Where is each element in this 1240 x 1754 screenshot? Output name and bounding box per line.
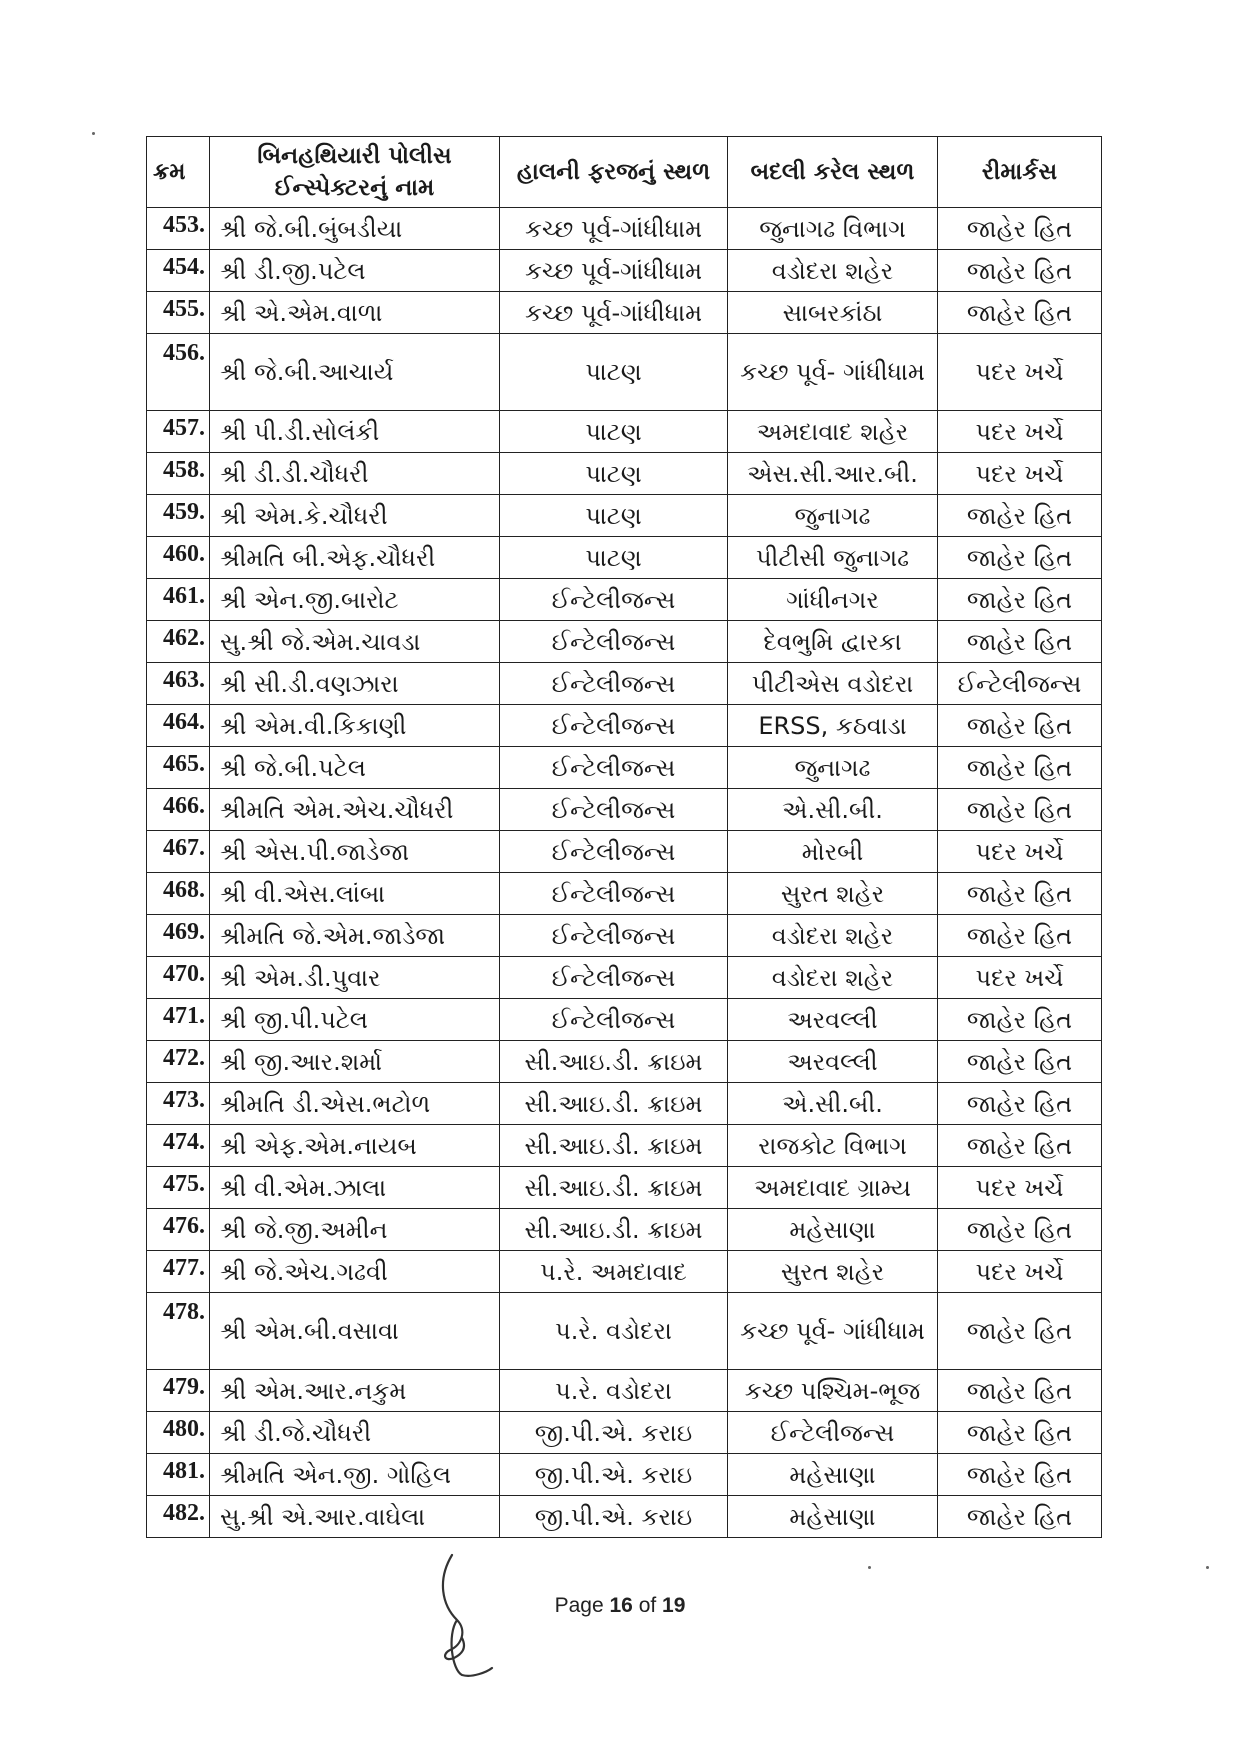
cell-inspector-name: શ્રી જે.જી.અમીન: [210, 1209, 500, 1251]
cell-transfer-posting: એસ.સી.આર.બી.: [728, 453, 938, 495]
table-row: [147, 999, 1102, 1041]
table-row: [147, 873, 1102, 915]
cell-inspector-name: શ્રી એમ.બી.વસાવા: [210, 1293, 500, 1370]
cell-transfer-posting: વડોદરા શહેર: [728, 250, 938, 292]
cell-transfer-posting: પીટીએસ વડોદરા: [728, 663, 938, 705]
table-row: [147, 1412, 1102, 1454]
table-row: [147, 831, 1102, 873]
cell-serial: 480.: [147, 1412, 210, 1454]
cell-current-posting: સી.આઇ.ડી. ક્રાઇમ: [500, 1167, 728, 1209]
cell-transfer-posting: અમદાવાદ શહેર: [728, 411, 938, 453]
cell-inspector-name: શ્રી ડી.જે.ચૌધરી: [210, 1412, 500, 1454]
cell-transfer-posting: જુનાગઢ: [728, 495, 938, 537]
cell-transfer-posting: મહેસાણા: [728, 1496, 938, 1538]
cell-transfer-posting: રાજકોટ વિભાગ: [728, 1125, 938, 1167]
cell-inspector-name: શ્રીમતિ એન.જી. ગોહિલ: [210, 1454, 500, 1496]
cell-inspector-name: શ્રી જી.આર.શર્મા: [210, 1041, 500, 1083]
cell-transfer-posting: સુરત શહેર: [728, 1251, 938, 1293]
cell-transfer-posting: દેવભુમિ દ્વારકા: [728, 621, 938, 663]
cell-transfer-posting: અરવલ્લી: [728, 999, 938, 1041]
cell-serial: 453.: [147, 208, 210, 250]
cell-transfer-posting: અમદાવાદ ગ્રામ્ય: [728, 1167, 938, 1209]
cell-serial: 481.: [147, 1454, 210, 1496]
cell-current-posting: ઈન્ટેલીજન્સ: [500, 579, 728, 621]
cell-inspector-name: શ્રી એ.એમ.વાળા: [210, 292, 500, 334]
page-number: 16: [609, 1594, 633, 1617]
cell-remarks: જાહેર હિત: [938, 1041, 1102, 1083]
cell-transfer-posting: સાબરકાંઠા: [728, 292, 938, 334]
cell-inspector-name: શ્રી એમ.કે.ચૌધરી: [210, 495, 500, 537]
cell-serial: 471.: [147, 999, 210, 1041]
cell-transfer-posting: ઈન્ટેલીજન્સ: [728, 1412, 938, 1454]
header-inspector-name: બિનહથિયારી પોલીસ ઈન્સ્પેક્ટરનું નામ: [210, 137, 500, 208]
table-row: [147, 915, 1102, 957]
cell-serial: 463.: [147, 663, 210, 705]
cell-serial: 458.: [147, 453, 210, 495]
page-label: Page: [554, 1594, 604, 1617]
cell-serial: 470.: [147, 957, 210, 999]
cell-remarks: પદર ખર્ચે: [938, 453, 1102, 495]
cell-transfer-posting: જુનાગઢ: [728, 747, 938, 789]
table-row: [147, 1370, 1102, 1412]
header-transfer-posting: બદલી કરેલ સ્થળ: [728, 137, 938, 208]
cell-transfer-posting: પીટીસી જુનાગઢ: [728, 537, 938, 579]
cell-serial: 455.: [147, 292, 210, 334]
cell-current-posting: ઈન્ટેલીજન્સ: [500, 705, 728, 747]
cell-inspector-name: શ્રી એન.જી.બારોટ: [210, 579, 500, 621]
cell-remarks: જાહેર હિત: [938, 1496, 1102, 1538]
cell-current-posting: ઈન્ટેલીજન્સ: [500, 621, 728, 663]
cell-serial: 473.: [147, 1083, 210, 1125]
cell-transfer-posting: કચ્છ પશ્ચિમ-ભૂજ: [728, 1370, 938, 1412]
cell-remarks: જાહેર હિત: [938, 999, 1102, 1041]
table-row: [147, 621, 1102, 663]
table-row: [147, 1496, 1102, 1538]
table-row: [147, 537, 1102, 579]
cell-inspector-name: શ્રી ડી.જી.પટેલ: [210, 250, 500, 292]
cell-transfer-posting: વડોદરા શહેર: [728, 957, 938, 999]
table-row: [147, 1083, 1102, 1125]
cell-remarks: જાહેર હિત: [938, 579, 1102, 621]
cell-serial: 482.: [147, 1496, 210, 1538]
cell-current-posting: કચ્છ પૂર્વ-ગાંધીધામ: [500, 250, 728, 292]
cell-remarks: જાહેર હિત: [938, 1454, 1102, 1496]
cell-remarks: જાહેર હિત: [938, 1083, 1102, 1125]
cell-inspector-name: શ્રી જે.બી.પટેલ: [210, 747, 500, 789]
cell-remarks: જાહેર હિત: [938, 250, 1102, 292]
table-row: [147, 495, 1102, 537]
cell-serial: 454.: [147, 250, 210, 292]
cell-current-posting: ઈન્ટેલીજન્સ: [500, 789, 728, 831]
cell-current-posting: સી.આઇ.ડી. ક્રાઇમ: [500, 1041, 728, 1083]
cell-serial: 475.: [147, 1167, 210, 1209]
cell-serial: 466.: [147, 789, 210, 831]
cell-inspector-name: શ્રી એમ.વી.કિકાણી: [210, 705, 500, 747]
cell-inspector-name: શ્રી જે.એચ.ગઢવી: [210, 1251, 500, 1293]
cell-serial: 476.: [147, 1209, 210, 1251]
cell-remarks: પદર ખર્ચે: [938, 334, 1102, 411]
cell-remarks: જાહેર હિત: [938, 873, 1102, 915]
cell-remarks: જાહેર હિત: [938, 1370, 1102, 1412]
header-serial: ક્રમ: [147, 137, 210, 208]
cell-serial: 462.: [147, 621, 210, 663]
cell-current-posting: ઈન્ટેલીજન્સ: [500, 747, 728, 789]
cell-current-posting: જી.પી.એ. કરાઇ: [500, 1412, 728, 1454]
table-row: [147, 411, 1102, 453]
table-row: [147, 1251, 1102, 1293]
cell-current-posting: જી.પી.એ. કરાઇ: [500, 1454, 728, 1496]
cell-transfer-posting: ગાંધીનગર: [728, 579, 938, 621]
cell-inspector-name: શ્રી વી.એમ.ઝાલા: [210, 1167, 500, 1209]
of-label: of: [638, 1594, 657, 1617]
cell-current-posting: પાટણ: [500, 334, 728, 411]
table-row: [147, 1167, 1102, 1209]
cell-remarks: જાહેર હિત: [938, 1412, 1102, 1454]
total-pages: 19: [662, 1594, 686, 1617]
cell-inspector-name: સુ.શ્રી એ.આર.વાઘેલા: [210, 1496, 500, 1538]
scan-speck: [868, 1566, 871, 1569]
table-row: [147, 957, 1102, 999]
cell-current-posting: પાટણ: [500, 495, 728, 537]
cell-serial: 469.: [147, 915, 210, 957]
cell-inspector-name: શ્રીમતિ ડી.એસ.ભટોળ: [210, 1083, 500, 1125]
table-row: [147, 705, 1102, 747]
cell-transfer-posting: મહેસાણા: [728, 1454, 938, 1496]
cell-inspector-name: શ્રી એમ.ડી.પુવાર: [210, 957, 500, 999]
table-row: [147, 789, 1102, 831]
cell-transfer-posting: કચ્છ પૂર્વ- ગાંધીધામ: [728, 334, 938, 411]
cell-inspector-name: શ્રી સી.ડી.વણઝારા: [210, 663, 500, 705]
cell-remarks: પદર ખર્ચે: [938, 1167, 1102, 1209]
cell-remarks: જાહેર હિત: [938, 537, 1102, 579]
cell-inspector-name: શ્રીમતિ જે.એમ.જાડેજા: [210, 915, 500, 957]
cell-remarks: પદર ખર્ચે: [938, 957, 1102, 999]
cell-current-posting: ઈન્ટેલીજન્સ: [500, 663, 728, 705]
cell-serial: 464.: [147, 705, 210, 747]
cell-current-posting: પ.રે. વડોદરા: [500, 1370, 728, 1412]
cell-serial: 472.: [147, 1041, 210, 1083]
cell-serial: 456.: [147, 334, 210, 411]
table-row: [147, 1209, 1102, 1251]
cell-remarks: પદર ખર્ચે: [938, 411, 1102, 453]
cell-remarks: જાહેર હિત: [938, 1125, 1102, 1167]
header-remarks: રીમાર્કસ: [938, 137, 1102, 208]
table-row: [147, 1293, 1102, 1370]
table-header-row: [147, 137, 1102, 208]
table-row: [147, 1041, 1102, 1083]
table-row: [147, 208, 1102, 250]
cell-current-posting: પાટણ: [500, 411, 728, 453]
cell-serial: 479.: [147, 1370, 210, 1412]
cell-inspector-name: શ્રી જે.બી.આચાર્ય: [210, 334, 500, 411]
cell-inspector-name: શ્રી એસ.પી.જાડેજા: [210, 831, 500, 873]
cell-remarks: પદર ખર્ચે: [938, 1251, 1102, 1293]
cell-current-posting: સી.આઇ.ડી. ક્રાઇમ: [500, 1209, 728, 1251]
cell-current-posting: જી.પી.એ. કરાઇ: [500, 1496, 728, 1538]
cell-transfer-posting: મહેસાણા: [728, 1209, 938, 1251]
cell-transfer-posting: અરવલ્લી: [728, 1041, 938, 1083]
cell-remarks: જાહેર હિત: [938, 621, 1102, 663]
cell-current-posting: પ.રે. વડોદરા: [500, 1293, 728, 1370]
table-row: [147, 579, 1102, 621]
cell-transfer-posting: કચ્છ પૂર્વ- ગાંધીધામ: [728, 1293, 938, 1370]
cell-transfer-posting: સુરત શહેર: [728, 873, 938, 915]
cell-inspector-name: શ્રીમતિ બી.એફ.ચૌધરી: [210, 537, 500, 579]
cell-remarks: જાહેર હિત: [938, 915, 1102, 957]
cell-current-posting: ઈન્ટેલીજન્સ: [500, 957, 728, 999]
cell-current-posting: ઈન્ટેલીજન્સ: [500, 915, 728, 957]
cell-inspector-name: શ્રીમતિ એમ.એચ.ચૌધરી: [210, 789, 500, 831]
cell-transfer-posting: જુનાગઢ વિભાગ: [728, 208, 938, 250]
table-body: [147, 208, 1102, 1538]
cell-remarks: જાહેર હિત: [938, 208, 1102, 250]
cell-inspector-name: શ્રી પી.ડી.સોલંકી: [210, 411, 500, 453]
cell-transfer-posting: મોરબી: [728, 831, 938, 873]
cell-current-posting: ઈન્ટેલીજન્સ: [500, 999, 728, 1041]
cell-current-posting: સી.આઇ.ડી. ક્રાઇમ: [500, 1125, 728, 1167]
cell-transfer-posting: વડોદરા શહેર: [728, 915, 938, 957]
table-row: [147, 747, 1102, 789]
transfer-table: [146, 136, 1102, 1538]
cell-current-posting: કચ્છ પૂર્વ-ગાંધીધામ: [500, 292, 728, 334]
cell-inspector-name: શ્રી એમ.આર.નકુમ: [210, 1370, 500, 1412]
cell-transfer-posting: એ.સી.બી.: [728, 789, 938, 831]
cell-remarks: જાહેર હિત: [938, 747, 1102, 789]
table-row: [147, 1454, 1102, 1496]
cell-remarks: જાહેર હિત: [938, 1209, 1102, 1251]
cell-serial: 460.: [147, 537, 210, 579]
cell-current-posting: પ.રે. અમદાવાદ: [500, 1251, 728, 1293]
cell-current-posting: પાટણ: [500, 453, 728, 495]
cell-inspector-name: શ્રી વી.એસ.લાંબા: [210, 873, 500, 915]
cell-remarks: પદર ખર્ચે: [938, 831, 1102, 873]
cell-serial: 465.: [147, 747, 210, 789]
cell-serial: 478.: [147, 1293, 210, 1370]
table-row: [147, 292, 1102, 334]
cell-inspector-name: શ્રી જે.બી.બુંબડીયા: [210, 208, 500, 250]
cell-inspector-name: શ્રી જી.પી.પટેલ: [210, 999, 500, 1041]
cell-inspector-name: શ્રી ડી.ડી.ચૌધરી: [210, 453, 500, 495]
cell-serial: 474.: [147, 1125, 210, 1167]
cell-transfer-posting: ERSS, કઠવાડા: [728, 705, 938, 747]
cell-remarks: જાહેર હિત: [938, 1293, 1102, 1370]
cell-remarks: જાહેર હિત: [938, 789, 1102, 831]
cell-current-posting: ઈન્ટેલીજન્સ: [500, 873, 728, 915]
table-row: [147, 1125, 1102, 1167]
cell-current-posting: પાટણ: [500, 537, 728, 579]
cell-inspector-name: સુ.શ્રી જે.એમ.ચાવડા: [210, 621, 500, 663]
scan-speck: [1206, 1566, 1209, 1569]
cell-current-posting: કચ્છ પૂર્વ-ગાંધીધામ: [500, 208, 728, 250]
cell-serial: 468.: [147, 873, 210, 915]
scan-speck: [92, 132, 95, 135]
cell-remarks: જાહેર હિત: [938, 292, 1102, 334]
table-row: [147, 334, 1102, 411]
signature-mark: [432, 1550, 502, 1680]
page-footer: [0, 1594, 1240, 1618]
cell-transfer-posting: એ.સી.બી.: [728, 1083, 938, 1125]
cell-remarks: ઈન્ટેલીજન્સ: [938, 663, 1102, 705]
table-row: [147, 453, 1102, 495]
cell-current-posting: સી.આઇ.ડી. ક્રાઇમ: [500, 1083, 728, 1125]
cell-serial: 477.: [147, 1251, 210, 1293]
cell-remarks: જાહેર હિત: [938, 495, 1102, 537]
table-row: [147, 663, 1102, 705]
table-row: [147, 250, 1102, 292]
cell-serial: 461.: [147, 579, 210, 621]
header-current-posting: હાલની ફરજનું સ્થળ: [500, 137, 728, 208]
cell-serial: 467.: [147, 831, 210, 873]
cell-serial: 457.: [147, 411, 210, 453]
cell-inspector-name: શ્રી એફ.એમ.નાયબ: [210, 1125, 500, 1167]
cell-remarks: જાહેર હિત: [938, 705, 1102, 747]
cell-serial: 459.: [147, 495, 210, 537]
cell-current-posting: ઈન્ટેલીજન્સ: [500, 831, 728, 873]
